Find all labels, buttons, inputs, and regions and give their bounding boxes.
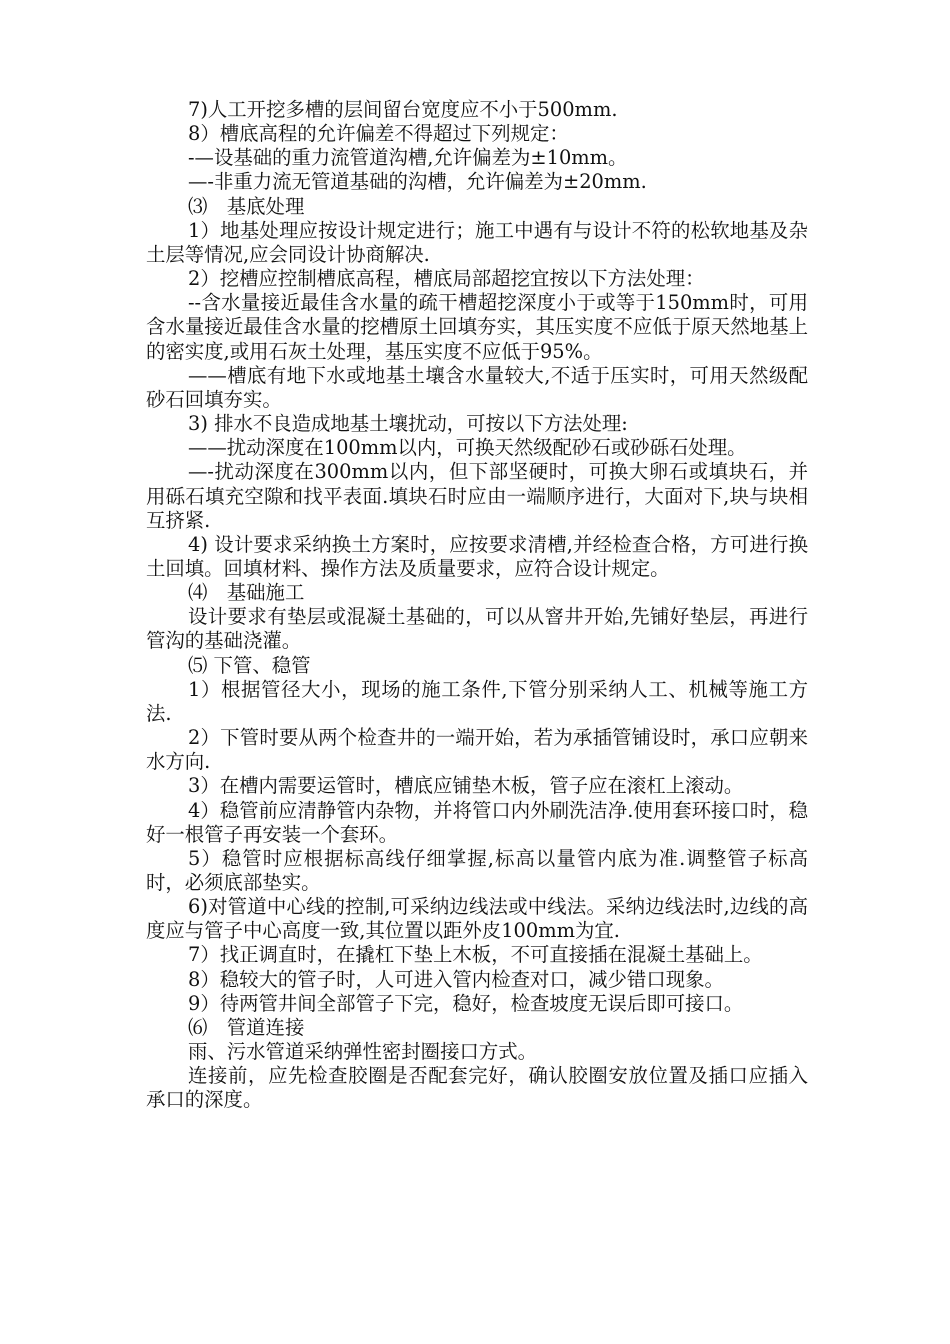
paragraph: 7）找正调直时，在撬杠下垫上木板，不可直接插在混凝土基础上。	[188, 943, 763, 967]
paragraph: —-扰动深度在300mm以内，但下部坚硬时，可换大卵石或填块石，并用砾石填充空隙和找平表面.填块石时应由一端顺序进行，大面对下,块与块相互挤紧.	[146, 460, 808, 532]
paragraph: 7)人工开挖多槽的层间留台宽度应不小于500mm.	[188, 98, 618, 121]
paragraph: 2）下管时要从两个检查井的一端开始，若为承插管铺设时，承口应朝来水方向.	[146, 726, 808, 774]
paragraph: 8）稳较大的管子时，人可进入管内检查对口，减少错口现象。	[188, 967, 724, 991]
paragraph: 1）根据管径大小，现场的施工条件,下管分别采纳人工、机械等施工方法.	[146, 677, 808, 725]
paragraph: 雨、污水管道采纳弹性密封圈接口方式。	[188, 1040, 538, 1064]
paragraph: —-非重力流无管道基础的沟槽，允许偏差为±20mm.	[188, 170, 647, 194]
section-heading: ⑹ 管道连接	[188, 1015, 305, 1039]
paragraph: 8）槽底高程的允许偏差不得超过下列规定：	[188, 122, 569, 146]
paragraph: 6)对管道中心线的控制,可采纳边线法或中线法。采纳边线法时,边线的高度应与管子中心高度一致,其位置以距外皮100mm为宜.	[146, 895, 808, 943]
paragraph: ——槽底有地下水或地基土壤含水量较大,不适于压实时，可用天然级配砂石回填夯实。	[146, 363, 808, 411]
paragraph: 3) 排水不良造成地基土壤扰动，可按以下方法处理:	[188, 412, 628, 436]
paragraph: -—设基础的重力流管道沟槽,允许偏差为±10mm。	[188, 146, 628, 170]
section-heading: ⑸ 下管、稳管	[188, 653, 311, 677]
document-body	[146, 98, 808, 1113]
paragraph: 4) 设计要求采纳换土方案时，应按要求清槽,并经检查合格，方可进行换土回填。回填材料、操作方法及质量要求，应符合设计规定。	[146, 532, 808, 580]
paragraph: 1）地基处理应按设计规定进行；施工中遇有与设计不符的松软地基及杂土层等情况,应会同设计协商解决.	[146, 218, 808, 266]
paragraph: 5）稳管时应根据标高线仔细掌握,标高以量管内底为准.调整管子标高时，必须底部垫实。	[146, 846, 808, 894]
paragraph: 9）待两管井间全部管子下完，稳好，检查坡度无误后即可接口。	[188, 991, 744, 1015]
paragraph: 设计要求有垫层或混凝土基础的，可以从窨井开始,先铺好垫层，再进行管沟的基础浇灌。	[146, 605, 808, 653]
paragraph: 2）挖槽应控制槽底高程，槽底局部超挖宜按以下方法处理：	[188, 267, 705, 291]
paragraph: 连接前，应先检查胶圈是否配套完好，确认胶圈安放位置及插口应插入承口的深度。	[146, 1064, 808, 1112]
section-heading: ⑶ 基底处理	[188, 194, 305, 218]
paragraph: ——扰动深度在100mm以内，可换天然级配砂石或砂砾石处理。	[188, 436, 747, 460]
paragraph: 4）稳管前应清静管内杂物，并将管口内外刷洗洁净.使用套环接口时，稳好一根管子再安装一个套环。	[146, 798, 808, 846]
section-heading: ⑷ 基础施工	[188, 581, 305, 605]
paragraph: --含水量接近最佳含水量的疏干槽超挖深度小于或等于150mm时，可用含水量接近最佳含水量的挖槽原土回填夯实，其压实度不应低于原天然地基上的密实度,或用石灰土处理，基压实度不应低于95%。	[146, 291, 808, 363]
paragraph: 3）在槽内需要运管时，槽底应铺垫木板，管子应在滚杠上滚动。	[188, 774, 744, 798]
